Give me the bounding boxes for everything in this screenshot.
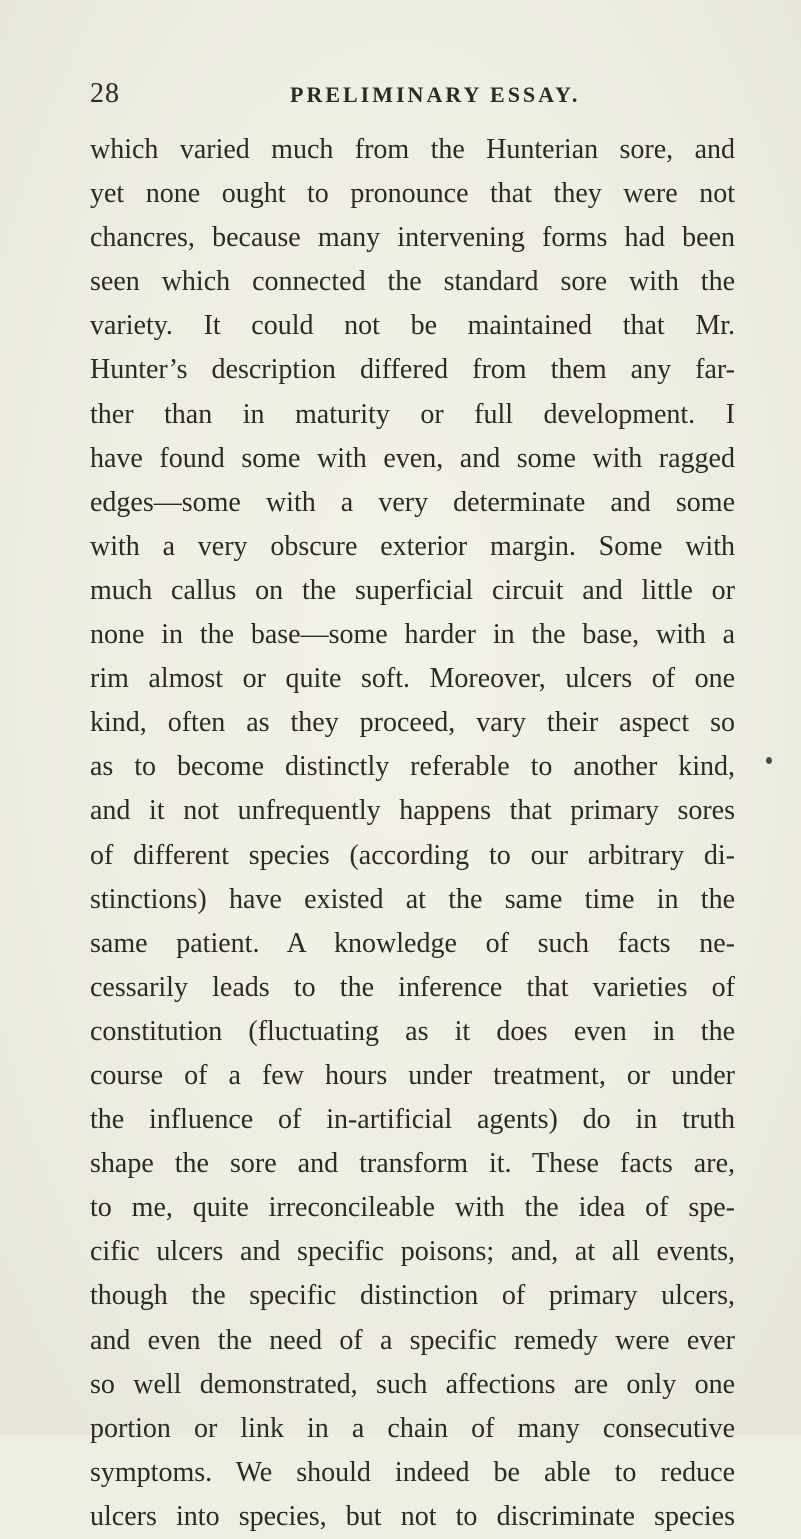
text-line: and even the need of a specific remedy were ever bbox=[90, 1324, 735, 1356]
text-line: ulcers into species, but not to discriminate species bbox=[90, 1500, 735, 1532]
ink-speck bbox=[766, 757, 772, 764]
text-line: rim almost or quite soft. Moreover, ulcers of one bbox=[90, 663, 735, 695]
text-line: with a very obscure exterior margin. Some with bbox=[90, 530, 735, 562]
body-text bbox=[90, 128, 735, 1539]
text-line: variety. It could not be maintained that Mr. bbox=[90, 310, 735, 342]
text-line: stinctions) have existed at the same time in the bbox=[90, 883, 735, 915]
text-line: and it not unfrequently happens that primary sores bbox=[90, 795, 735, 827]
text-line: chancres, because many intervening forms had been bbox=[90, 222, 735, 254]
text-line: cific ulcers and specific poisons; and, at all events, bbox=[90, 1236, 735, 1268]
text-line: the influence of in-artificial agents) do in truth bbox=[90, 1104, 735, 1136]
text-line: edges—some with a very determinate and some bbox=[90, 486, 735, 518]
text-line: yet none ought to pronounce that they were not bbox=[90, 178, 735, 210]
text-line: portion or link in a chain of many consecutive bbox=[90, 1412, 735, 1444]
text-line: though the specific distinction of primary ulcers, bbox=[90, 1280, 735, 1312]
page-header bbox=[90, 78, 730, 112]
text-line: kind, often as they proceed, vary their aspect so bbox=[90, 707, 735, 739]
text-line: course of a few hours under treatment, or under bbox=[90, 1059, 735, 1091]
text-line: Hunter’s description differed from them any far- bbox=[90, 354, 735, 386]
text-line: symptoms. We should indeed be able to reduce bbox=[90, 1456, 735, 1488]
text-line: as to become distinctly referable to another kind, bbox=[90, 751, 735, 783]
text-line: shape the sore and transform it. These facts are, bbox=[90, 1148, 735, 1180]
text-line: constitution (fluctuating as it does even in the bbox=[90, 1015, 735, 1047]
text-line: much callus on the superficial circuit and little or bbox=[90, 574, 735, 606]
page-number: 28 bbox=[90, 78, 120, 109]
text-line: cessarily leads to the inference that varieties of bbox=[90, 971, 735, 1003]
text-line: which varied much from the Hunterian sore, and bbox=[90, 134, 735, 165]
text-line: ther than in maturity or full development. I bbox=[90, 398, 735, 430]
text-line: seen which connected the standard sore with the bbox=[90, 266, 735, 298]
text-line: same patient. A knowledge of such facts ne- bbox=[90, 927, 735, 959]
running-head: PRELIMINARY ESSAY. bbox=[290, 82, 581, 107]
text-line: to me, quite irreconcileable with the idea of spe- bbox=[90, 1192, 735, 1224]
text-line: have found some with even, and some with ragged bbox=[90, 442, 735, 474]
text-line: none in the base—some harder in the base, with a bbox=[90, 619, 735, 651]
text-line: of different species (according to our arbitrary di- bbox=[90, 839, 735, 871]
text-line: so well demonstrated, such affections are only one bbox=[90, 1368, 735, 1400]
